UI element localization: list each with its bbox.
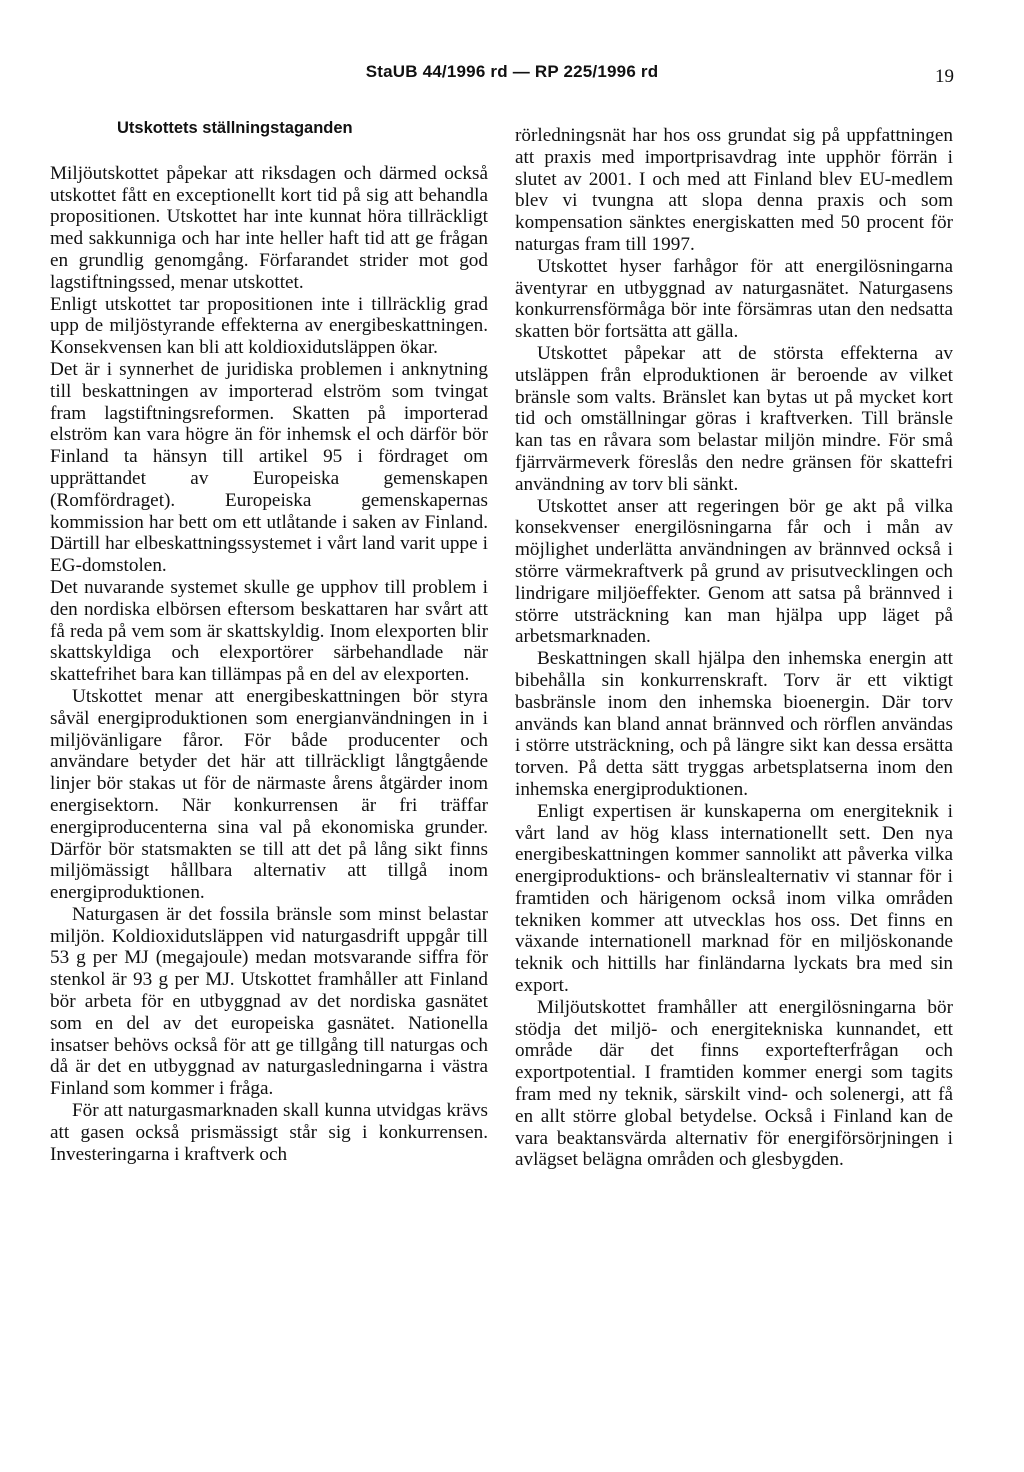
paragraph: Miljöutskottet påpekar att riksdagen och därmed också utskottet fått en exceptionellt kort tid på sig att behandla propositionen. Utskottet har inte kunnat höra tillräckligt med sakkunniga och har inte heller haft tid att ge frågan en grundlig genomgång. Förfarandet strider mot god lagstiftningssed, menar utskottet.	[50, 162, 488, 293]
paragraph: Enligt expertisen är kunskaperna om energiteknik i vårt land av hög klass internationellt sett. Den nya energibeskattningen kommer sannolikt att påverka vilka energiproduktions- och bränslealternativ vi stannar för i framtiden och härigenom också inom vilka områden tekniken kommer att utvecklas hos oss. Det finns en växande internationell marknad för en miljöskonande teknik och hittills har finländarna lyckats bra med sin export.	[515, 800, 953, 997]
paragraph: Beskattningen skall hjälpa den inhemska energin att bibehålla sin konkurrenskraft. Torv är ett viktigt basbränsle inom den inhemska bioenergin. Där torv används kan bland annat brännved och rörflen användas i större utsträckning, och på längre sikt kan dessa ersätta torven. På detta sätt tryggas arbetsplatserna inom den inhemska energiproduktionen.	[515, 648, 953, 800]
paragraph: Det är i synnerhet de juridiska problemen i anknytning till beskattningen av importerad elström som tvingat fram lagstiftningsreformen. Skatten på importerad elström kan vara högre än för inhemsk el och därför bör Finland ta hänsyn till artikel 95 i fördraget om upprättandet av Europeiska gemenskapen (Romfördraget). Europeiska gemenskapernas kommission har bett om ett utlåtande i saken av Finland. Därtill har elbeskattningssystemet i vårt land varit uppe i EG-domstolen.	[50, 358, 488, 577]
paragraph: Utskottet anser att regeringen bör ge akt på vilka konsekvenser energilösningarna får och i mån av möjlighet underlätta användningen av brännved också i större värmekraftverk på grund av prisutvecklingen och lindrigare miljöeffekter. Genom att satsa på brännved i större utsträckning kan man hjälpa upp läget på arbetsmarknaden.	[515, 495, 953, 648]
paragraph: För att naturgasmarknaden skall kunna utvidgas krävs att gasen också prismässigt står sig i konkurrensen. Investeringarna i kraftverk och	[50, 1100, 488, 1165]
paragraph: Det nuvarande systemet skulle ge upphov till problem i den nordiska elbörsen eftersom beskattaren har svårt att få reda på vem som är skattskyldig. Inom elexporten blir skattskyldiga och elexportörer särbehandlade när skattefrihet bara kan tillämpas på en del av elexporten.	[50, 576, 488, 686]
paragraph: Miljöutskottet framhåller att energilösningarna bör stödja det miljö- och energitekniska kunnandet, ett område där det finns exportefterfrågan och exportpotential. I framtiden kommer energi som tagits fram med ny teknik, särskilt vind- och solenergi, att få en allt större global betydelse. Också i Finland kan de vara beaktansvärda alternativ för energiförsörjningen i avlägset belägna områden och glesbygden.	[515, 996, 953, 1171]
paragraph: Utskottet påpekar att de största effekterna av utsläppen från elproduktionen är beroende av vilket bränsle som valts. Bränslet kan bytas ut på mycket kort tid och omställningar göras i kraftverken. Till bränsle kan tas en råvara som belastar miljön mindre. För små fjärrvärmeverk föreslås den nedre gränsen för skattefri användning av torv bli sänkt.	[515, 342, 953, 495]
running-header: StaUB 44/1996 rd — RP 225/1996 rd	[365, 62, 659, 81]
page-number: 19	[935, 66, 954, 87]
paragraph: Utskottet menar att energibeskattningen bör styra såväl energiproduktionen som energianvändningen in i miljövänligare fåror. För både producenter och användare betyder det här att tillräckligt långtgående linjer bör stakas ut för de närmaste årens åtgärder inom energisektorn. När konkurrensen är fri träffar energiproducenterna sina val på ekonomiska grunder. Därför bör statsmakten se till att det på lång sikt finns miljömässigt hållbara alternativ att tillgå inom energiproduktionen.	[50, 685, 488, 904]
paragraph: Utskottet hyser farhågor för att energilösningarna äventyrar en utbyggnad av naturgasnätet. Naturgasens konkurrensförmåga bör inte försämras utan den nedsatta skatten bör fortsätta att gälla.	[515, 255, 953, 343]
left-column	[50, 118, 488, 1165]
paragraph: Enligt utskottet tar propositionen inte i tillräcklig grad upp de miljöstyrande effekterna av energibeskattningen. Konsekvensen kan bli att koldioxidutsläppen ökar.	[50, 293, 488, 359]
paragraph: rörledningsnät har hos oss grundat sig på uppfattningen att praxis med importprisavdrag inte upphör förrän i slutet av 2001. I och med att Finland blev EU-medlem blev vi tvungna att slopa denna praxis och som kompensation sänktes energiskatten med 50 procent för naturgas fram till 1997.	[515, 125, 953, 255]
right-column	[515, 125, 953, 1171]
section-heading: Utskottets ställningstaganden	[117, 119, 353, 137]
paragraph: Naturgasen är det fossila bränsle som minst belastar miljön. Koldioxidutsläppen vid naturgasdrift uppgår till 53 g per MJ (megajoule) medan motsvarande siffra för stenkol är 93 g per MJ. Utskottet framhåller att Finland bör arbeta för en utbyggnad av det nordiska gasnätet som en del av det europeiska gasnätet. Nationella insatser behövs också för att ge tillgång till naturgas och då är det en utbyggnad av naturgasledningarna i västra Finland som kommer i fråga.	[50, 903, 488, 1100]
